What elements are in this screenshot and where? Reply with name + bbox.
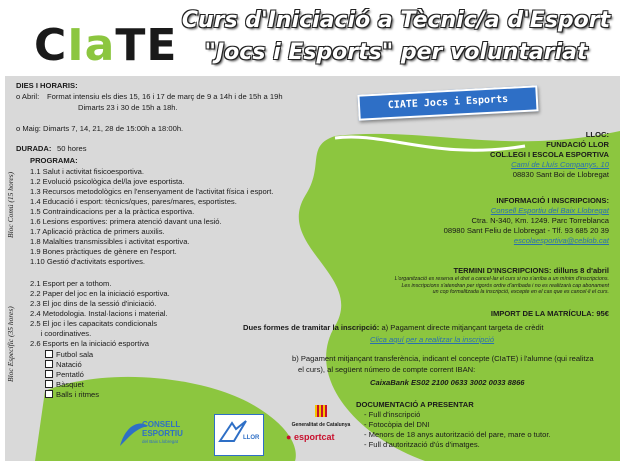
list-item: 1.1 Salut i activitat fisicoesportiva. xyxy=(30,167,144,176)
list-item: 1.3 Recursos metodològics en l'ensenyament de l'activitat física i esport. xyxy=(30,187,274,196)
consell-esportiu-logo: CONSELL ESPORTIU del Baix Llobregat xyxy=(118,414,190,456)
registration-link[interactable]: Clica aquí per a realitzar la inscripció xyxy=(370,335,495,344)
list-item: 1.7 Aplicació pràctica de primers auxilis. xyxy=(30,227,165,236)
place-heading: LLOC: xyxy=(585,130,609,139)
april-label: o Abril: xyxy=(16,92,40,101)
fee-line: IMPORT DE LA MATRÍCULA: 95€ xyxy=(490,309,609,318)
block2-list xyxy=(30,279,170,349)
duration-label: DURADA: xyxy=(16,144,52,153)
sport-checkbox-item: Natació xyxy=(45,360,99,370)
block2-label: Bloc Específic (35 hores) xyxy=(6,306,15,382)
deadline-label: TERMINI D'INSCRIPCIONS: xyxy=(453,266,552,275)
list-item: 2.2 Paper del joc en la iniciació esportiva. xyxy=(30,289,170,298)
page-subtitle: "Jocs i Esports" per voluntariat xyxy=(204,40,588,65)
list-item: 2.5 El joc i les capacitats condicionals xyxy=(30,319,158,328)
deadline-note: Les inscripcions s'atendran per rigorós ordre d'arribada i no es realitzarà cap abonament xyxy=(401,282,609,289)
payment-option-b-2: el curs), al següent número de compte corrent IBAN: xyxy=(298,365,476,374)
deadline-note: un cop formalitzada la inscripció, excepte en el cas que es cancel·li el curs. xyxy=(432,289,609,296)
info-city-phone: 08980 Sant Feliu de Llobregat - Tlf. 93 685 20 39 xyxy=(443,226,609,235)
list-item: 1.10 Gestió d'activitats esportives. xyxy=(30,257,145,266)
ciate-logo: CIaTE xyxy=(34,20,178,71)
block1-list xyxy=(30,167,274,267)
info-address: Ctra. N-340, Km. 1249. Parc Torreblanca xyxy=(471,216,609,225)
place-block xyxy=(409,130,609,180)
sport-checkbox-item: Futbol sala xyxy=(45,350,99,360)
fee-value: 95€ xyxy=(596,309,609,318)
llor-logo: LLOR xyxy=(214,414,264,456)
sport-checkbox-item: Bàsquet xyxy=(45,380,99,390)
list-item: - Fotocòpia del DNI xyxy=(364,420,430,429)
payment-intro: Dues formes de tramitar la inscripció: xyxy=(243,323,380,332)
deadline-note: L'organització es reserva el dret a cancel·lar el curs si no s'arriba a un mínim d'inscripcions. xyxy=(394,276,609,282)
may-line: o Maig: Dimarts 7, 14, 21, 28 de 15:00h a 18:00h. xyxy=(16,124,184,133)
block1-label: Bloc Comú (15 hores) xyxy=(6,171,15,238)
list-item: - Full d'autorització d'ús d'imatges. xyxy=(364,440,480,449)
place-org2: COL.LEGI I ESCOLA ESPORTIVA xyxy=(490,150,609,159)
list-item: 1.6 Lesions esportives: primera atenció davant una lesió. xyxy=(30,217,222,226)
sports-list xyxy=(45,350,99,400)
info-block xyxy=(369,196,609,246)
info-heading: INFORMACIÓ I INSCRIPCIONS: xyxy=(496,196,609,205)
schedule-heading: DIES I HORARIS: xyxy=(16,81,78,90)
april-line-1: Format intensiu els dies 15, 16 i 17 de març de 9 a 14h i de 15h a 19h xyxy=(47,92,283,101)
list-item: 1.9 Bones pràctiques de gènere en l'esport. xyxy=(30,247,177,256)
list-item: 1.4 Educació i esport: tècnics/ques, pares/mares, esportistes. xyxy=(30,197,237,206)
payment-option-a: a) Pagament directe mitjançant targeta de crèdit xyxy=(381,323,544,332)
list-item: 1.2 Evolució psicològica del/la jove esportista. xyxy=(30,177,185,186)
info-email-link[interactable]: escolaesportiva@ceblob.cat xyxy=(513,236,609,245)
duration-value: 50 hores xyxy=(57,144,87,153)
list-item: 2.1 Esport per a tothom. xyxy=(30,279,112,288)
list-item: 1.5 Contraindicacions per a la pràctica esportiva. xyxy=(30,207,195,216)
generalitat-logo: Generalitat de Catalunya xyxy=(290,404,352,428)
sport-checkbox-item: Pentatló xyxy=(45,370,99,380)
place-address-link[interactable]: Camí de Lluís Companys, 10 xyxy=(511,160,609,169)
list-item: 2.4 Metodologia. Instal·lacions i material. xyxy=(30,309,168,318)
iban: CaixaBank ES02 2100 0633 3002 0033 8866 xyxy=(370,378,525,387)
page-title: Curs d'Iniciació a Tècnic/a d'Esport xyxy=(181,8,611,33)
info-org-link[interactable]: Consell Esportiu del Baix Llobregat xyxy=(490,206,609,215)
program-heading: PROGRAMA: xyxy=(30,156,78,165)
list-item: 2.6 Esports en la iniciació esportiva xyxy=(30,339,150,348)
list-item: i coordinatives. xyxy=(30,329,92,338)
april-line-2: Dimarts 23 i 30 de 15h a 18h. xyxy=(78,103,178,112)
esportcat-logo: ● esportcat xyxy=(286,432,335,442)
place-org1: FUNDACIÓ LLOR xyxy=(546,140,609,149)
docs-block xyxy=(356,400,551,450)
docs-heading: DOCUMENTACIÓ A PRESENTAR xyxy=(356,400,474,409)
payment-intro-line xyxy=(243,323,544,333)
course-badge: CIATE Jocs i Esports xyxy=(357,85,538,120)
list-item: - Menors de 18 anys autorització del pare, mare o tutor. xyxy=(364,430,551,439)
place-city: 08830 Sant Boi de Llobregat xyxy=(512,170,609,179)
sport-checkbox-item: Balls i ritmes xyxy=(45,390,99,400)
list-item: 2.3 El joc dins de la sessió d'iniciació. xyxy=(30,299,157,308)
deadline-block xyxy=(269,266,609,296)
deadline-value: dilluns 8 d'abril xyxy=(553,266,609,275)
list-item: - Full d'inscripció xyxy=(364,410,421,419)
payment-option-b: b) Pagament mitjançant transferència, indicant el concepte (CIaTE) i l'alumne (qui realitza xyxy=(292,354,594,363)
list-item: 1.8 Malalties transmissibles i activitat esportiva. xyxy=(30,237,190,246)
